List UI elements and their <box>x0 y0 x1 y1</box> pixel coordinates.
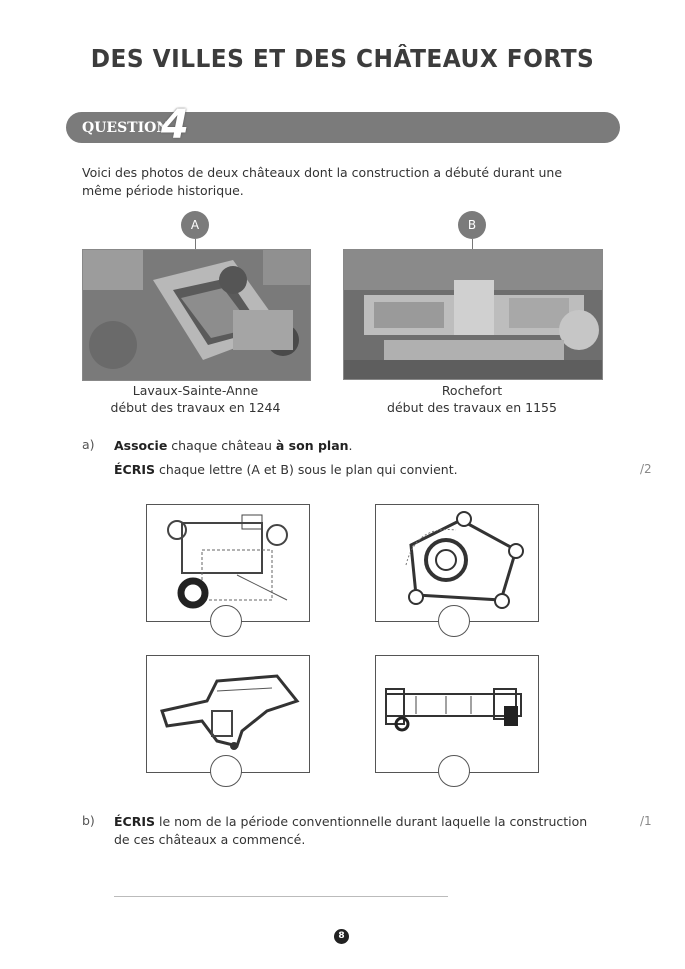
part-b-rest: le nom de la période conventionnelle durant laquelle la construction de ces châteaux a commencé. <box>114 814 588 847</box>
caption-a-name: Lavaux-Sainte-Anne <box>132 383 259 398</box>
question-label: QUESTION <box>82 120 170 136</box>
intro-text: Voici des photos de deux châteaux dont la construction a débuté durant une même période historique. <box>82 165 563 198</box>
caption-b-date: début des travaux en 1155 <box>387 400 557 415</box>
question-number: 4 <box>161 102 189 148</box>
pin-b: B <box>458 211 486 239</box>
plan-2-drawing <box>376 505 538 621</box>
pin-a-line <box>195 239 196 249</box>
part-a-mid: chaque château <box>167 438 276 453</box>
caption-a <box>82 382 309 416</box>
part-a-score: /2 <box>640 462 652 476</box>
pin-a: A <box>181 211 209 239</box>
answer-circle-3[interactable] <box>210 755 242 787</box>
pin-b-line <box>472 239 473 249</box>
plan-1-drawing <box>147 505 309 621</box>
caption-b-name: Rochefort <box>441 383 503 398</box>
part-a-rest: chaque lettre (A et B) sous le plan qui convient. <box>155 462 458 477</box>
part-b-bold: ÉCRIS <box>114 814 155 829</box>
part-b-marker: b) <box>82 813 95 828</box>
answer-circle-4[interactable] <box>438 755 470 787</box>
castle-photo-a <box>82 249 311 381</box>
part-b-score: /1 <box>640 814 652 828</box>
page-number: 8 <box>334 929 349 944</box>
answer-circle-1[interactable] <box>210 605 242 637</box>
part-a-bold1: Associe <box>114 438 168 453</box>
castle-photo-b <box>343 249 603 380</box>
answer-circle-2[interactable] <box>438 605 470 637</box>
castle-photo-a-drawing <box>83 250 310 380</box>
part-b-text <box>114 813 594 849</box>
part-a-bold3: ÉCRIS <box>114 462 155 477</box>
caption-b <box>343 382 601 416</box>
part-a-marker: a) <box>82 437 95 452</box>
part-a-line1 <box>114 437 614 455</box>
page-title: DES VILLES ET DES CHÂTEAUX FORTS <box>90 44 595 73</box>
part-a-bold2: à son plan <box>275 438 349 453</box>
part-a-end: . <box>348 438 353 453</box>
part-a-line2 <box>114 461 614 479</box>
answer-line[interactable] <box>114 896 448 897</box>
caption-a-date: début des travaux en 1244 <box>110 400 281 415</box>
castle-photo-b-drawing <box>344 250 602 379</box>
